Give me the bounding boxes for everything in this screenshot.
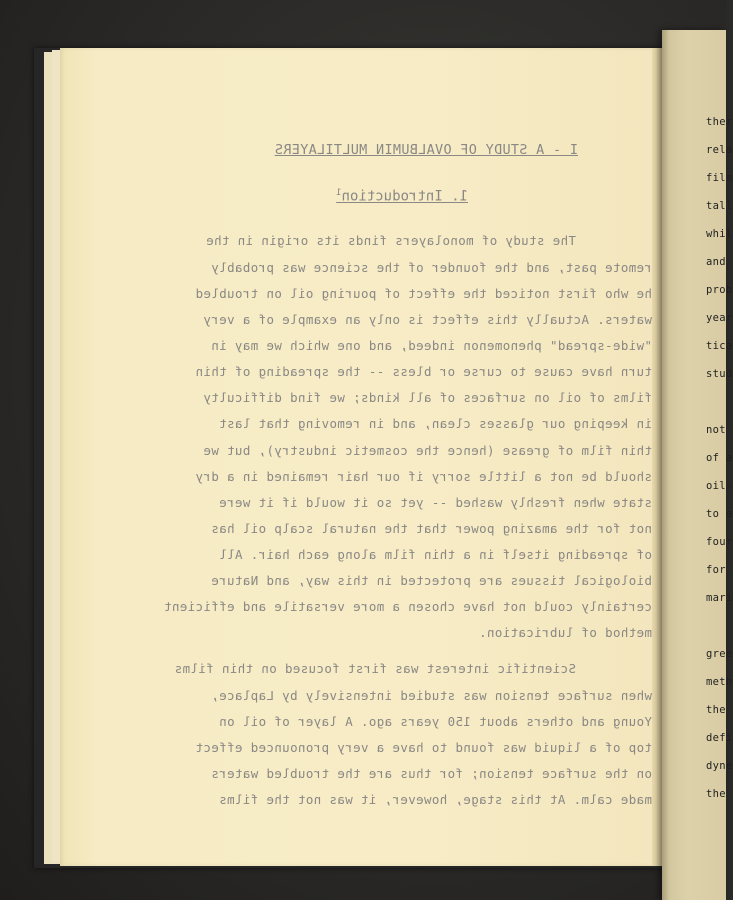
right-page-fragment: prob bbox=[706, 284, 733, 296]
right-page-fragment: the bbox=[706, 704, 726, 716]
text-line: top of a liquid was found to have a very pronounced effect bbox=[195, 740, 652, 755]
right-page-fragment: and bbox=[706, 256, 726, 268]
right-page-fragment: defi bbox=[706, 732, 733, 744]
footnote-marker: 1 bbox=[336, 188, 342, 198]
text-line: The study of monolayers finds its origin in the bbox=[205, 233, 576, 248]
text-line: turn have cause to curse or bless -- the spreading of thin bbox=[195, 364, 652, 379]
right-page-fragment: of a bbox=[706, 452, 733, 464]
text-line: of spreading itself in a thin film along each hair. All bbox=[218, 547, 652, 562]
text-line: biological tissues are protected in this way, and Nature bbox=[210, 573, 652, 588]
right-page-fragment: to e bbox=[706, 508, 733, 520]
text-line: method of lubrication. bbox=[478, 625, 652, 640]
text-line: on the surface tension; for thus are the troubled waters bbox=[210, 766, 652, 781]
text-line: made calm. At this stage, however, it was not the films bbox=[218, 792, 652, 807]
text-line: not for the amazing power that the natural scalp oil has bbox=[210, 521, 652, 536]
text-line: waters. Actually this effect is only an example of a very bbox=[203, 312, 652, 327]
text-line: should be not a little sorry if our hair remained in a dry bbox=[195, 469, 652, 484]
right-page-fragment: tica bbox=[706, 340, 733, 352]
right-page-fragment: four bbox=[706, 536, 733, 548]
body-text bbox=[60, 48, 664, 866]
right-page-fragment: for bbox=[706, 564, 726, 576]
right-page-fragment: gree bbox=[706, 648, 733, 660]
right-page-fragment: rela bbox=[706, 144, 733, 156]
right-page-fragment: not bbox=[706, 424, 726, 436]
text-line: in keeping our glasses clean, and in removing that last bbox=[218, 416, 652, 431]
chapter-title: I - A STUDY OF OVALBUMIN MULTILAYERS bbox=[274, 142, 578, 158]
right-page-fragment: stud bbox=[706, 368, 733, 380]
text-line: Young and others about 150 years ago. A layer of oil on bbox=[218, 714, 652, 729]
right-page-fragment: tall bbox=[706, 200, 733, 212]
show-through-text bbox=[60, 48, 664, 866]
text-line: thin film of grease (hence the cosmetic industry), but we bbox=[203, 443, 652, 458]
right-page-fragment: dyne bbox=[706, 760, 733, 772]
text-line: when surface tension was studied intensively by Laplace, bbox=[210, 688, 652, 703]
text-line: remote past, and the founder of the science was probably bbox=[210, 260, 652, 275]
right-page bbox=[662, 30, 733, 900]
text-line: "wide-spread" phenomenon indeed, and one which we may in bbox=[210, 338, 652, 353]
right-page-fragment: mari bbox=[706, 592, 733, 604]
right-page-fragment: whil bbox=[706, 228, 733, 240]
right-page-fragment: ther bbox=[706, 116, 733, 128]
right-page-fragment: film bbox=[706, 172, 733, 184]
text-line: certainly could not have chosen a more versatile and efficient bbox=[163, 599, 652, 614]
right-page-fragment: the bbox=[706, 788, 726, 800]
text-line: films of oil on surfaces of all kinds; we find difficulty bbox=[203, 390, 652, 405]
right-page-fragment: year bbox=[706, 312, 733, 324]
right-page-fragment: oil- bbox=[706, 480, 733, 492]
text-line: state when freshly washed -- yet so it would if it were bbox=[218, 495, 652, 510]
left-page bbox=[60, 48, 664, 866]
right-page-fragment: meth bbox=[706, 676, 733, 688]
text-line: he who first noticed the effect of pouring oil on troubled bbox=[195, 286, 652, 301]
section-title-text: 1. Introduction bbox=[341, 188, 468, 205]
text-line: Scientific interest was first focused on thin films bbox=[174, 661, 576, 676]
